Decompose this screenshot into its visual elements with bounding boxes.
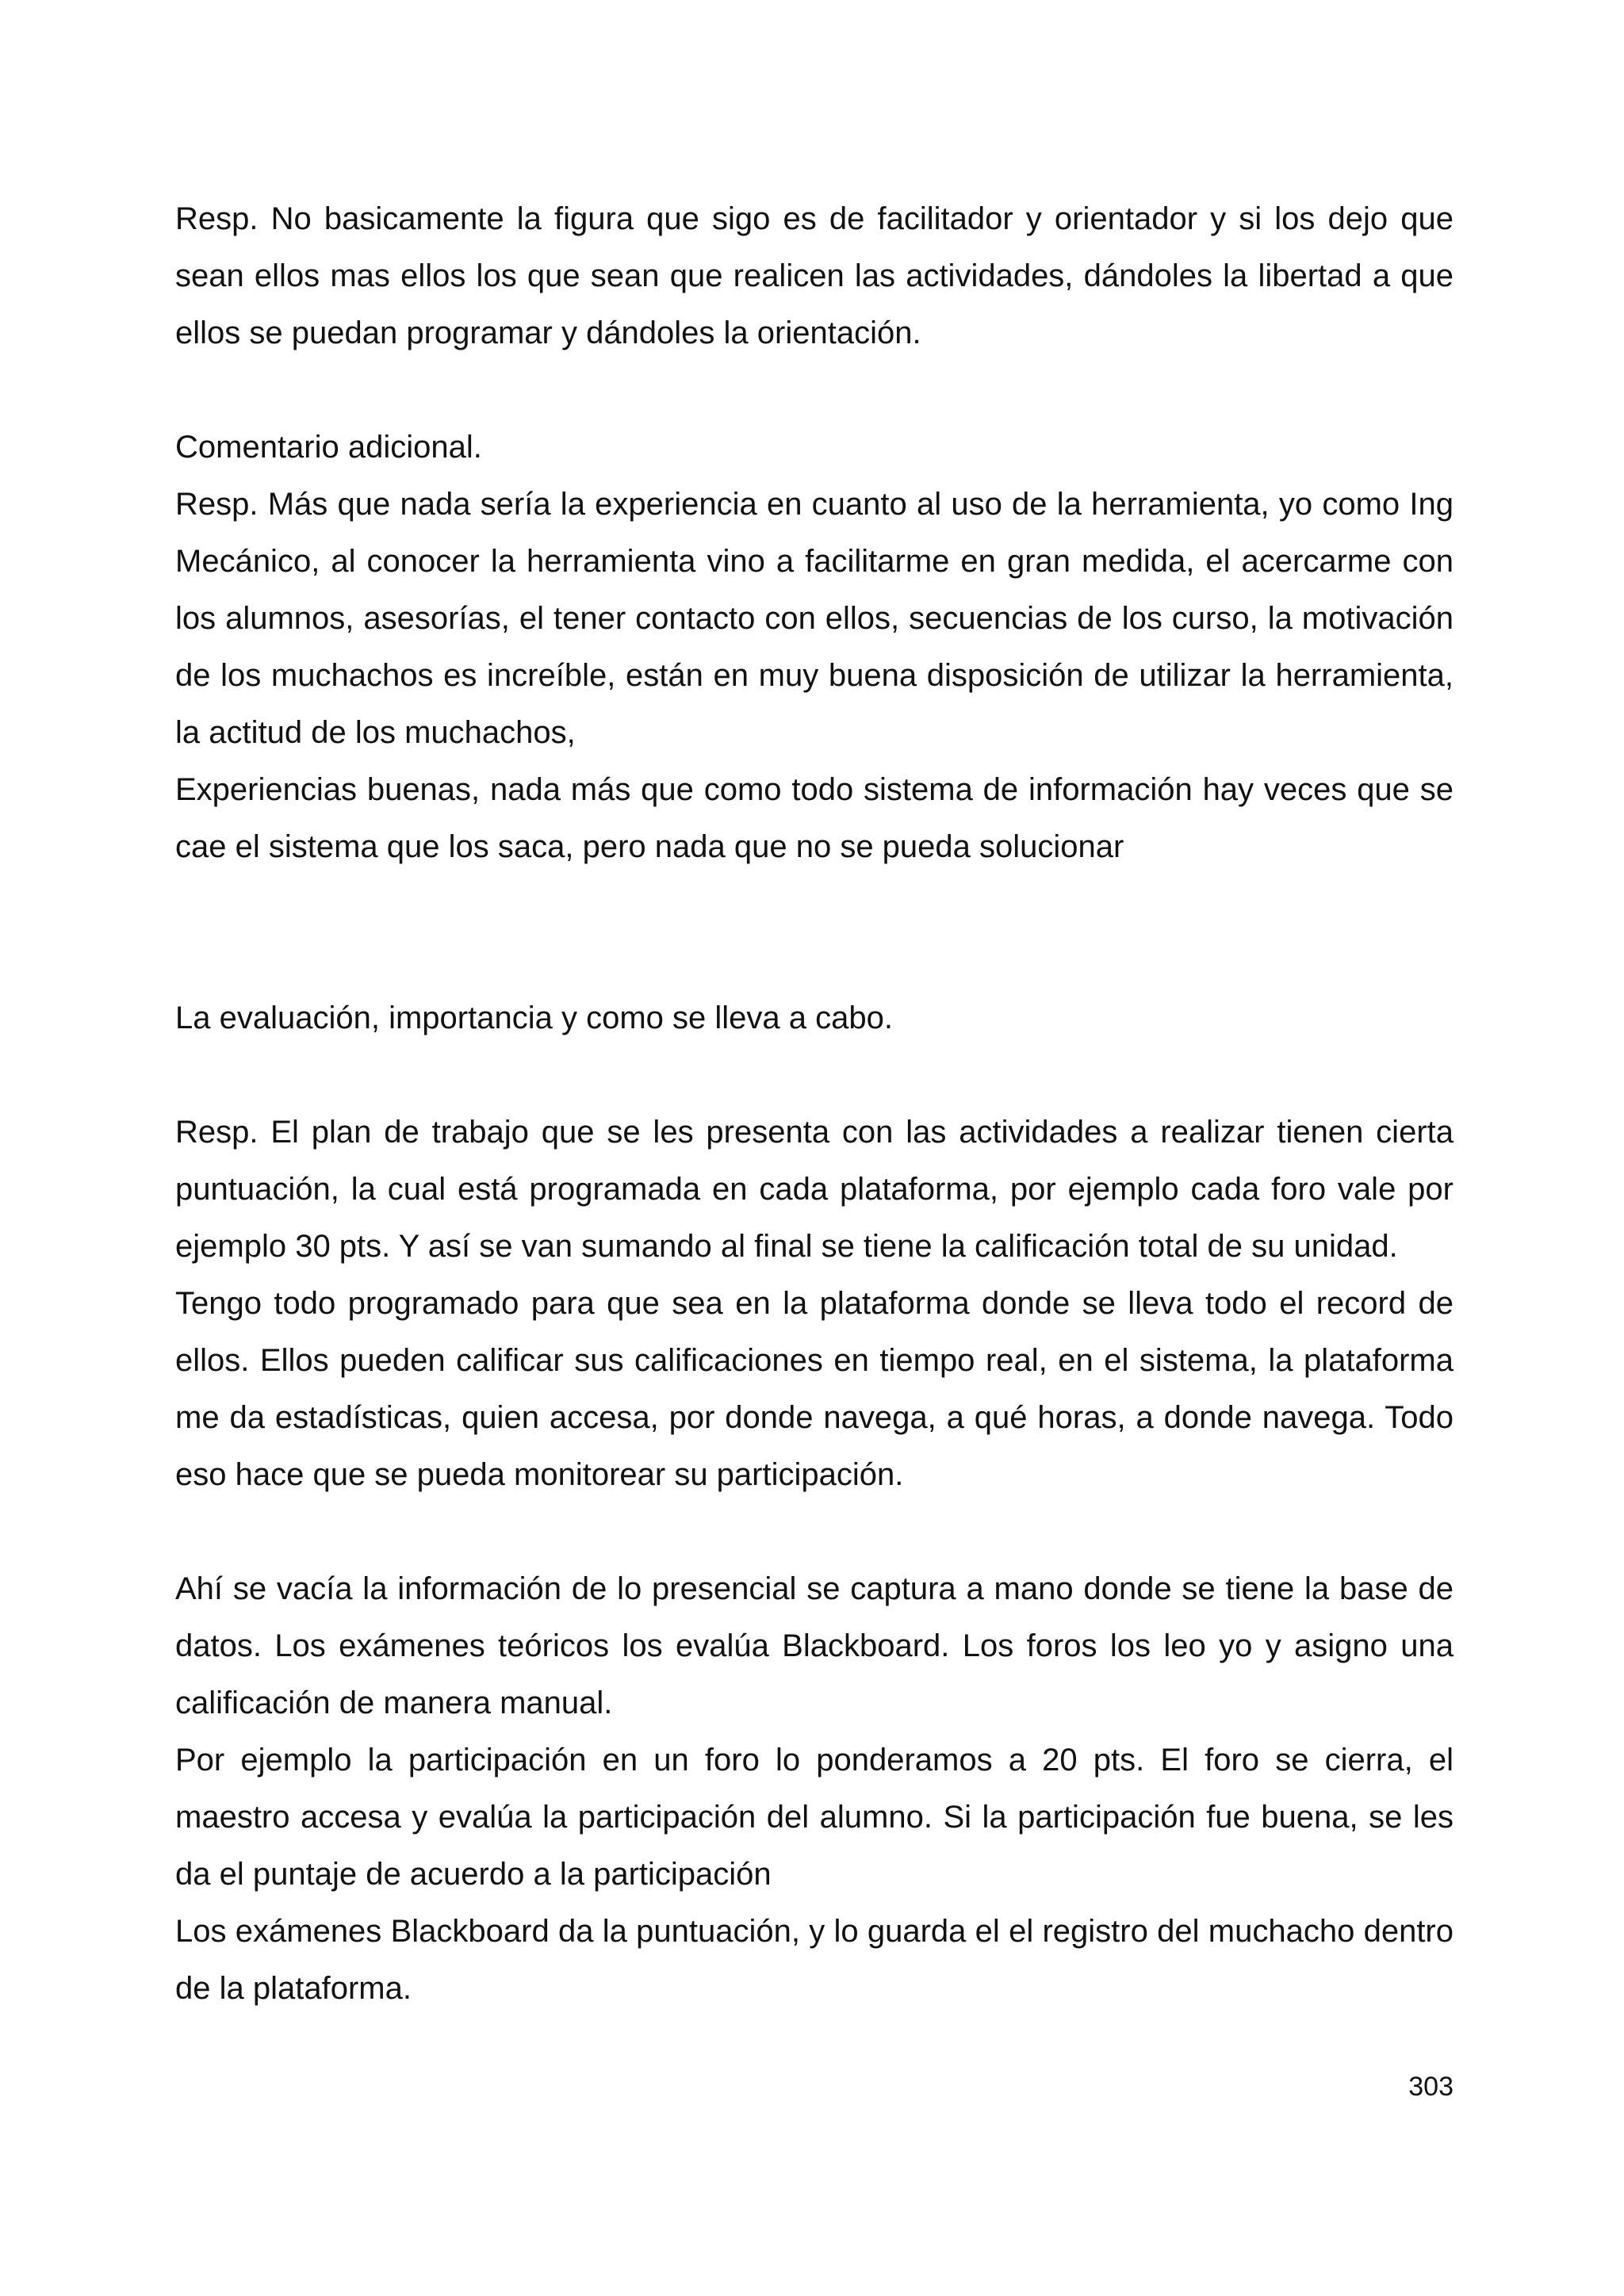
paragraph-work-plan: Resp. El plan de trabajo que se les presenta con las actividades a realizar tienen cierta puntuación, la cual está programada en cada plataforma, por ejemplo cada foro vale por ejemplo 30 pts. Y así se van sumando al final se tiene la calificación total de su unidad. — [175, 1115, 1454, 1264]
page-number: 303 — [1408, 2072, 1454, 2102]
paragraph-spacer — [175, 362, 1454, 419]
paragraph-spacer — [175, 1047, 1454, 1104]
paragraph-blackboard-exams: Los exámenes Blackboard da la puntuación, y lo guarda el el registro del muchacho dentro de la plataforma. — [175, 1914, 1454, 2006]
paragraph-forum-weighting: Por ejemplo la participación en un foro lo ponderamos a 20 pts. El foro se cierra, el maestro accesa y evalúa la participación del alumno. Si la participación fue buena, se les da el puntaje de acuerdo a la participación — [175, 1743, 1454, 1892]
section-spacer — [175, 875, 1454, 989]
paragraph-platform-programming: Tengo todo programado para que sea en la plataforma donde se lleva todo el record de ellos. Ellos pueden calificar sus calificaciones en tiempo real, en el sistema, la plataforma me da estadísticas, quien accesa, por donde navega, a qué horas, a donde navega. Todo eso hace que se pueda monitorear su participación. — [175, 1286, 1454, 1492]
paragraph-additional-comment-heading: Comentario adicional. — [175, 430, 482, 465]
paragraph-facilitator-role: Resp. No basicamente la figura que sigo es de facilitador y orientador y si los dejo que sean ellos mas ellos los que sean que realicen las actividades, dándoles la libertad a que ellos se puedan programar y dándoles la orientación. — [175, 201, 1454, 350]
paragraph-tool-experience: Resp. Más que nada sería la experiencia en cuanto al uso de la herramienta, yo como Ing Mecánico, al conocer la herramienta vino a facilitarme en gran medida, el acercarme con los alumnos, asesorías, el tener contacto con ellos, secuencias de los curso, la motivación de los muchachos es increíble, están en muy buena disposición de utilizar la herramienta, la actitud de los muchachos, — [175, 487, 1454, 750]
page-body — [175, 190, 1454, 2017]
paragraph-good-experiences: Experiencias buenas, nada más que como todo sistema de información hay veces que se cae el sistema que los saca, pero nada que no se pueda solucionar — [175, 772, 1454, 864]
paragraph-spacer — [175, 1503, 1454, 1560]
paragraph-data-capture: Ahí se vacía la información de lo presencial se captura a mano donde se tiene la base de datos. Los exámenes teóricos los evalúa Blackboard. Los foros los leo yo y asigno una calificación de manera manual. — [175, 1571, 1454, 1720]
paragraph-evaluation-question: La evaluación, importancia y como se lleva a cabo. — [175, 1001, 893, 1035]
